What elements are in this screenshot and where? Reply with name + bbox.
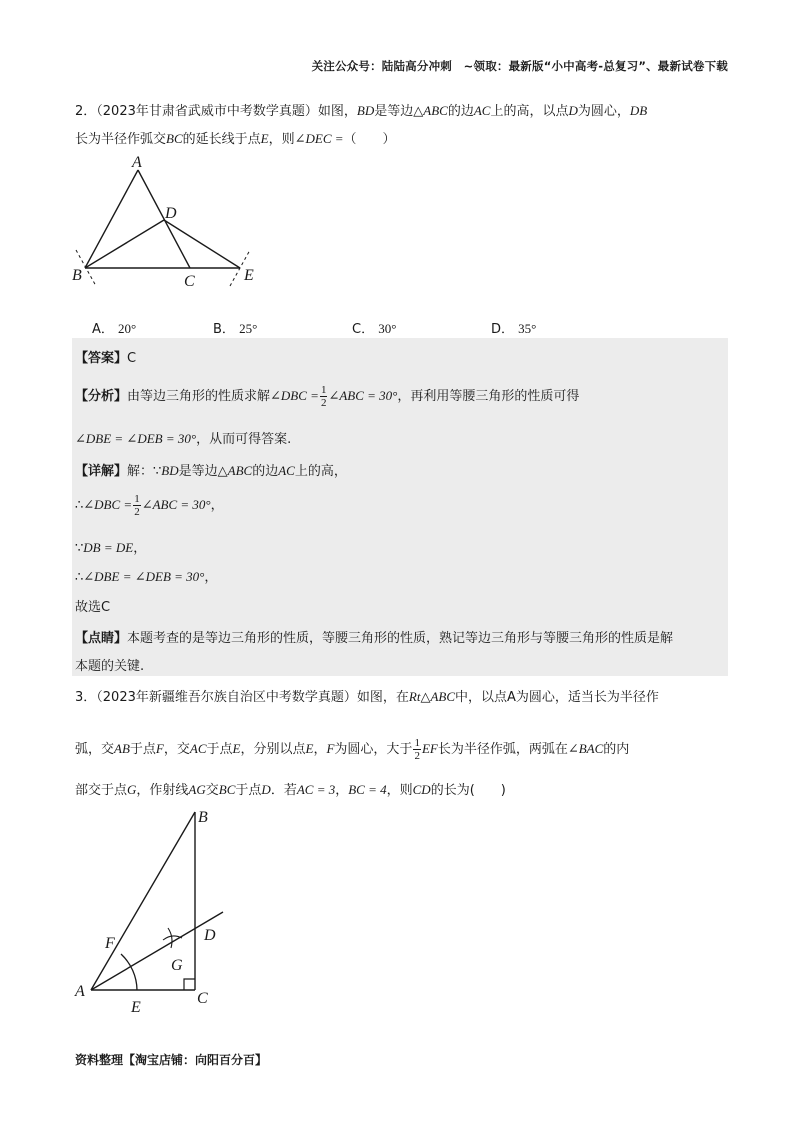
- q2-label-A: A: [132, 154, 142, 171]
- q3-figure: [65, 800, 245, 1020]
- q2-step-3: ∴∠DBE = ∠DEB = 30°，: [75, 569, 218, 585]
- q3-line-1: 3．（2023年新疆维吾尔族自治区中考数学真题）如图，在Rt△ABC中，以点A为圆心，适当长为半径作: [75, 689, 659, 705]
- q2-label-E: E: [244, 267, 254, 284]
- q2-label-C: C: [184, 273, 195, 290]
- q2-option-c: C． 30°: [352, 321, 397, 337]
- q2-comment-2: 本题的关键.: [75, 659, 145, 674]
- q3-label-F: F: [105, 935, 115, 952]
- q3-line-3: 部交于点G，作射线AG交BC于点D．若AC = 3，BC = 4，则CD的长为( ): [75, 782, 506, 798]
- q2-detail: 【详解】解：∵BD是等边△ABC的边AC上的高，: [75, 463, 347, 479]
- q2-line-2: 长为半径作弧交BC的延长线于点E，则∠DEC =（ ）: [75, 131, 396, 147]
- q3-label-C: C: [197, 990, 208, 1007]
- q2-option-a: A． 20°: [92, 321, 137, 337]
- q2-step-1: ∴∠DBC = $\frac{1}{2}$ ∠ABC = 30°，: [75, 493, 224, 518]
- q2-analysis-2: ∠DBE = ∠DEB = 30°，从而可得答案.: [75, 431, 292, 447]
- q3-label-E: E: [131, 999, 141, 1016]
- q2-line-1: 2．（2023年甘肃省武威市中考数学真题）如图，BD是等边△ABC的边AC上的高，以点D为圆心，DB: [75, 103, 648, 119]
- q2-comment: 【点睛】本题考查的是等边三角形的性质，等腰三角形的性质，熟记等边三角形与等腰三角形的性质是解: [75, 631, 674, 646]
- q2-option-b: B． 25°: [213, 321, 258, 337]
- q2-option-d: D． 35°: [491, 321, 537, 337]
- q3-label-B: B: [198, 809, 208, 826]
- page-header: 关注公众号：陆陆高分冲刺 ~领取：最新版“小中高考-总复习”、最新试卷下载: [311, 59, 728, 73]
- q3-label-D: D: [204, 927, 216, 944]
- q3-label-A: A: [75, 983, 85, 1000]
- q2-choose: 故选C: [75, 600, 111, 615]
- q2-figure: [60, 150, 280, 295]
- q3-label-G: G: [171, 957, 183, 974]
- page-footer: 资料整理【淘宝店铺：向阳百分百】: [75, 1053, 268, 1067]
- q2-answer: 【答案】C: [75, 351, 137, 366]
- q2-analysis: 【分析】由等边三角形的性质求解∠DBC = $\frac{1}{2}$ ∠ABC = 30°，再利用等腰三角形的性质可得: [75, 384, 580, 409]
- q2-step-2: ∵DB = DE，: [75, 540, 147, 556]
- q2-label-D: D: [165, 205, 177, 222]
- q2-label-B: B: [72, 267, 82, 284]
- q3-line-2: 弧，交AB于点F，交AC于点E，分别以点E，F为圆心，大于 $\frac{1}{2}$ EF长为半径作弧，两弧在∠BAC的内: [75, 737, 630, 762]
